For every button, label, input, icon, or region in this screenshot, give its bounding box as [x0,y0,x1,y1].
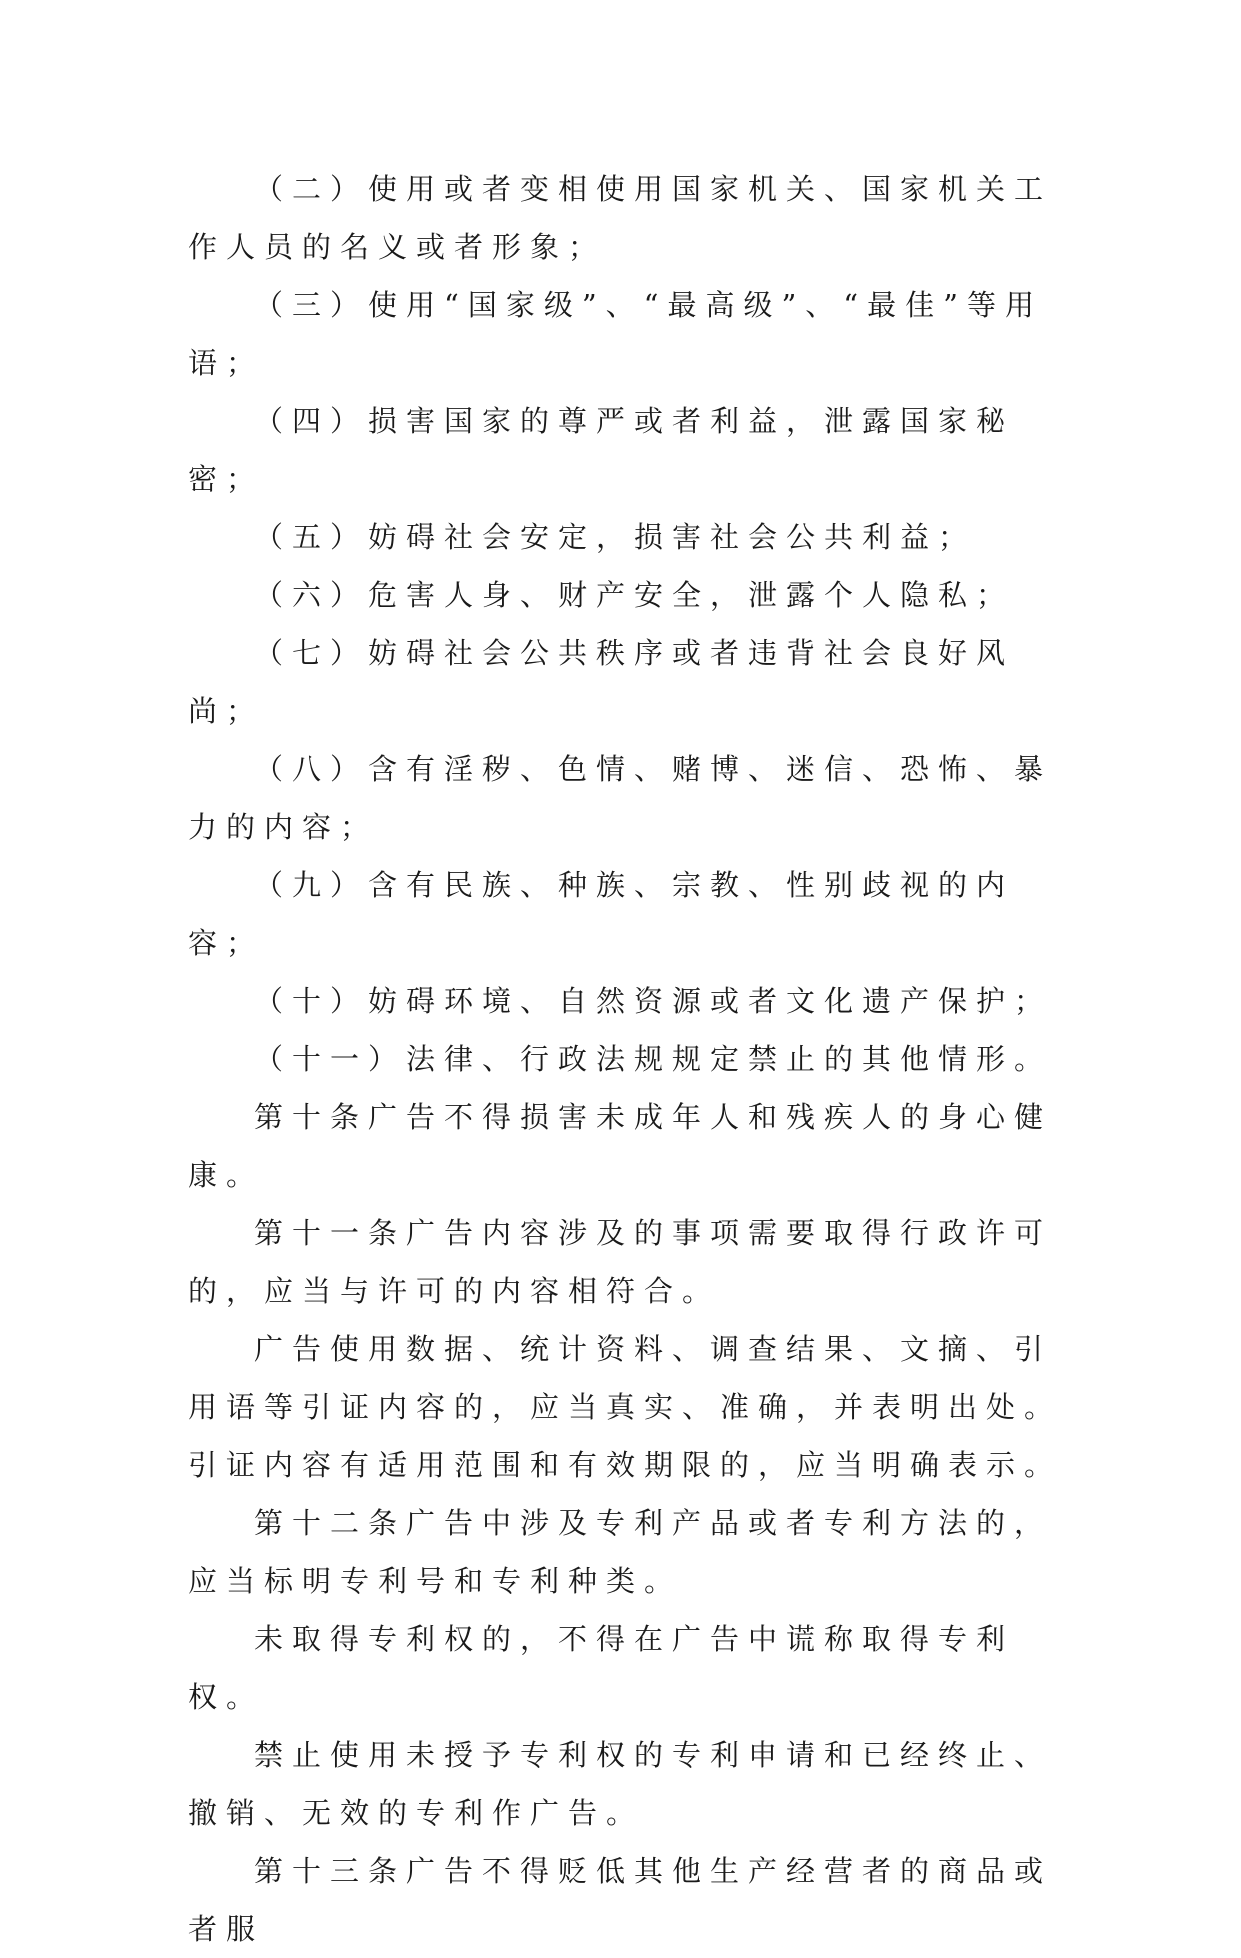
paragraph-item-2: （二）使用或者变相使用国家机关、国家机关工作人员的名义或者形象； [188,172,1053,264]
article-11-paragraph-2: 广告使用数据、统计资料、调查结果、文摘、引用语等引证内容的，应当真实、准确，并表明出处。引证内容有适用范围和有效期限的，应当明确表示。 [188,1332,1063,1482]
paragraph-item-10: （十）妨碍环境、自然资源或者文化遗产保护； [254,984,1053,1018]
article-12-paragraph-3: 禁止使用未授予专利权的专利申请和已经终止、撤销、无效的专利作广告。 [188,1738,1053,1830]
paragraph-item-3: （三）使用“国家级”、“最高级”、“最佳”等用语； [188,288,1043,380]
paragraph-item-9: （九）含有民族、种族、宗教、性别歧视的内容； [188,868,1015,960]
article-10: 第十条广告不得损害未成年人和残疾人的身心健康。 [188,1100,1053,1192]
paragraph-item-7: （七）妨碍社会公共秩序或者违背社会良好风尚； [188,636,1015,728]
article-11: 第十一条广告内容涉及的事项需要取得行政许可的，应当与许可的内容相符合。 [188,1216,1053,1308]
article-12-paragraph-2: 未取得专利权的，不得在广告中谎称取得专利权。 [188,1622,1015,1714]
paragraph-item-8: （八）含有淫秽、色情、赌博、迷信、恐怖、暴力的内容； [188,752,1053,844]
paragraph-item-6: （六）危害人身、财产安全，泄露个人隐私； [254,578,1015,612]
paragraph-item-4: （四）损害国家的尊严或者利益，泄露国家秘密； [188,404,1015,496]
paragraph-item-11: （十一）法律、行政法规规定禁止的其他情形。 [254,1042,1053,1076]
document-body [188,160,1063,1958]
paragraph-item-5: （五）妨碍社会安定，损害社会公共利益； [254,520,977,554]
article-13: 第十三条广告不得贬低其他生产经营者的商品或者服 [188,1854,1053,1946]
article-12: 第十二条广告中涉及专利产品或者专利方法的，应当标明专利号和专利种类。 [188,1506,1053,1598]
